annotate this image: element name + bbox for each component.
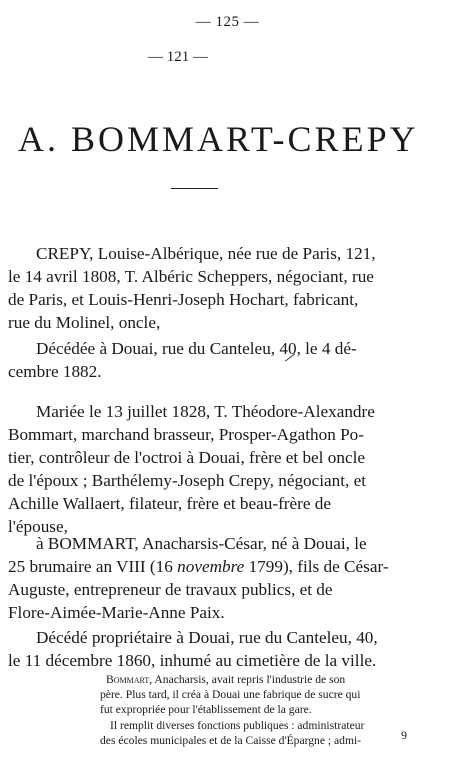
text-line: CREPY, Louise-Albérique, née rue de Paris, 121,: [36, 244, 376, 263]
paragraph-marriage: [8, 400, 404, 538]
note-line: père. Plus tard, il créa à Douai une fabrique de sucre qui: [100, 688, 361, 702]
text-line: Achille Wallaert, filateur, frère et beau-frère de: [8, 494, 332, 513]
text-line: de Paris, et Louis-Henri-Joseph Hochart, fabricant,: [8, 290, 359, 309]
text-line: 25 brumaire an VIII (16 novembre 1799), fils de César-: [8, 557, 389, 576]
title-rule: [171, 188, 218, 189]
page-number: — 125 —: [195, 14, 260, 30]
section-number: — 121 —: [148, 49, 208, 65]
text-line: de l'époux ; Barthélemy-Joseph Crepy, négociant, et: [8, 471, 367, 490]
text-line: l'épouse,: [8, 517, 68, 536]
text-line: Décédée à Douai, rue du Canteleu, 40, le 4 dé-: [36, 339, 357, 358]
text-line: tier, contrôleur de l'octroi à Douai, frère et bel oncle: [8, 448, 365, 467]
paragraph-spouse: [8, 532, 404, 624]
note-surname: Bommart: [106, 673, 150, 686]
paragraph-death: [8, 337, 404, 383]
note-line: Bommart, Anacharsis, avait repris l'industrie de son: [106, 673, 346, 686]
text-line: Bommart, marchand brasseur, Prosper-Agathon Po-: [8, 425, 365, 444]
text-line: à BOMMART, Anacharsis-César, né à Douai, le: [36, 534, 367, 553]
note-line: fut expropriée pour l'établissement de la gare.: [100, 703, 312, 717]
note-line: des écoles municipales et de la Caisse d'Épargne ; admi-: [100, 733, 362, 747]
text-line: Mariée le 13 juillet 1828, T. Théodore-Alexandre: [36, 402, 375, 421]
italic-month: novembre: [177, 557, 245, 576]
page-title: A. BOMMART-CREPY: [18, 119, 419, 159]
text-line: rue du Molinel, oncle,: [8, 313, 161, 332]
text-line: le 11 décembre 1860, inhumé au cimetière de la ville.: [8, 651, 377, 670]
biographical-note: [100, 672, 440, 748]
paragraph-birth: [8, 242, 404, 334]
text-line: Décédé propriétaire à Douai, rue du Canteleu, 40,: [36, 628, 378, 647]
text-line: Flore-Aimée-Marie-Anne Paix.: [8, 603, 225, 622]
text-line: Auguste, entrepreneur de travaux publics, et de: [8, 580, 333, 599]
text-line: cembre 1882.: [8, 362, 102, 381]
text-line: le 14 avril 1808, T. Albéric Scheppers, négociant, rue: [8, 267, 374, 286]
signature-mark: 9: [401, 728, 407, 742]
note-line: Il remplit diverses fonctions publiques : administrateur: [110, 718, 365, 732]
paragraph-spouse-death: [8, 626, 404, 672]
